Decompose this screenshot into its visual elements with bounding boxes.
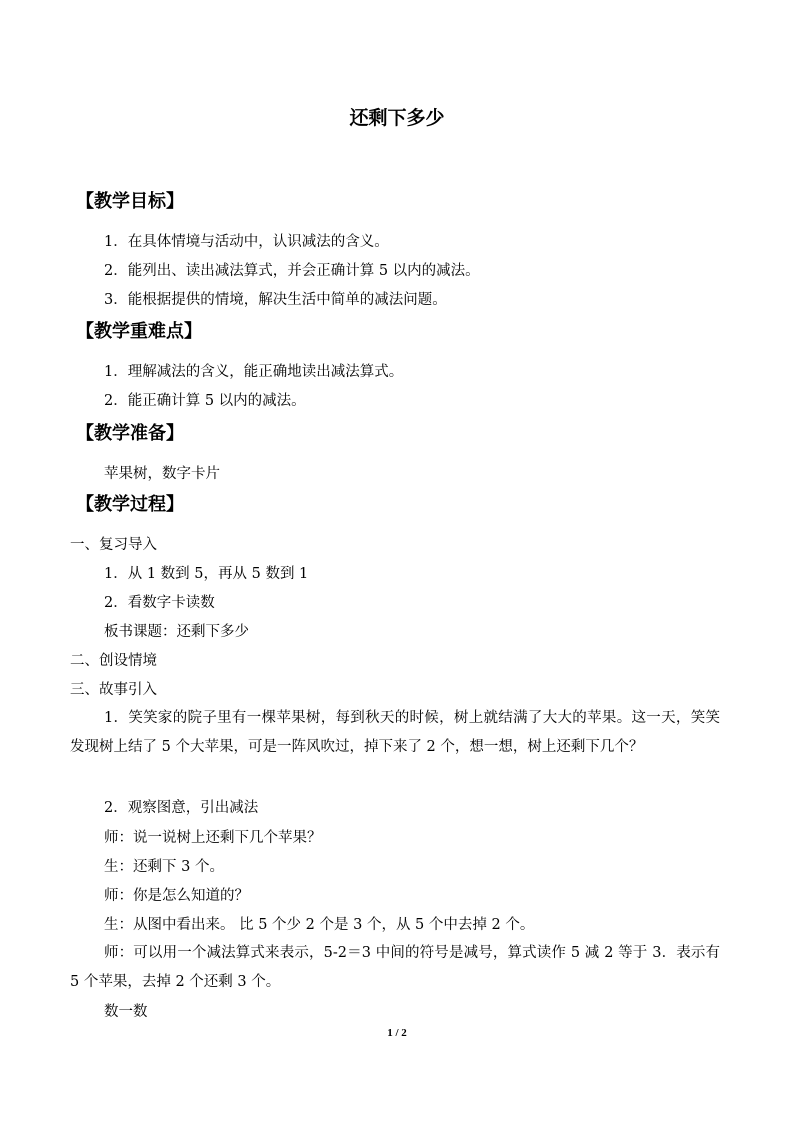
goal-item-3: 3．能根据提供的情境，解决生活中简单的减法问题。 xyxy=(104,292,447,308)
section-heading-key-points: 【教学重难点】 xyxy=(76,321,202,342)
key-point-item-2: 2．能正确计算 5 以内的减法。 xyxy=(104,393,306,409)
section-heading-process: 【教学过程】 xyxy=(76,494,184,515)
preparation-text: 苹果树，数字卡片 xyxy=(104,466,220,482)
dialog-line-2: 生：还剩下 3 个。 xyxy=(104,859,224,875)
dialog-line-1: 师：说一说树上还剩下几个苹果？ xyxy=(104,830,322,846)
section-heading-goals: 【教学目标】 xyxy=(76,191,184,212)
page-title: 还剩下多少 xyxy=(349,107,445,129)
story-paragraph: 1．笑笑家的院子里有一棵苹果树，每到秋天的时候，树上就结满了大大的苹果。这一天，笑笑发现树上结了 5 个大苹果，可是一阵风吹过，掉下来了 2 个，想一想，树上还剩下几个？ xyxy=(70,710,720,755)
process-part1-item-2: 2．看数字卡读数 xyxy=(104,595,215,611)
key-point-item-1: 1．理解减法的含义，能正确地读出减法算式。 xyxy=(104,364,404,380)
process-part3-title: 三、故事引入 xyxy=(70,682,157,698)
explain-paragraph: 师：可以用一个减法算式来表示，5-2＝3 中间的符号是减号，算式读作 5 减 2 等于 3．表示有 5 个苹果，去掉 2 个还剩 3 个。 xyxy=(70,945,720,990)
dialog-line-3: 师：你是怎么知道的？ xyxy=(104,888,249,904)
page-number: 1 / 2 xyxy=(387,1027,407,1039)
process-part1-title: 一、复习导入 xyxy=(70,537,157,553)
process-part1-note: 板书课题：还剩下多少 xyxy=(104,624,249,640)
goal-item-1: 1．在具体情境与活动中，认识减法的含义。 xyxy=(104,234,389,250)
dialog-line-4: 生：从图中看出来。 比 5 个少 2 个是 3 个，从 5 个中去掉 2 个。 xyxy=(104,917,535,933)
process-part2-title: 二、创设情境 xyxy=(70,653,157,669)
goal-item-2: 2．能列出、读出减法算式，并会正确计算 5 以内的减法。 xyxy=(104,263,480,279)
count-line: 数一数 xyxy=(104,1004,148,1020)
observe-line: 2．观察图意，引出减法 xyxy=(104,800,259,816)
process-part1-item-1: 1．从 1 数到 5，再从 5 数到 1 xyxy=(104,566,309,582)
section-heading-preparation: 【教学准备】 xyxy=(76,423,184,444)
